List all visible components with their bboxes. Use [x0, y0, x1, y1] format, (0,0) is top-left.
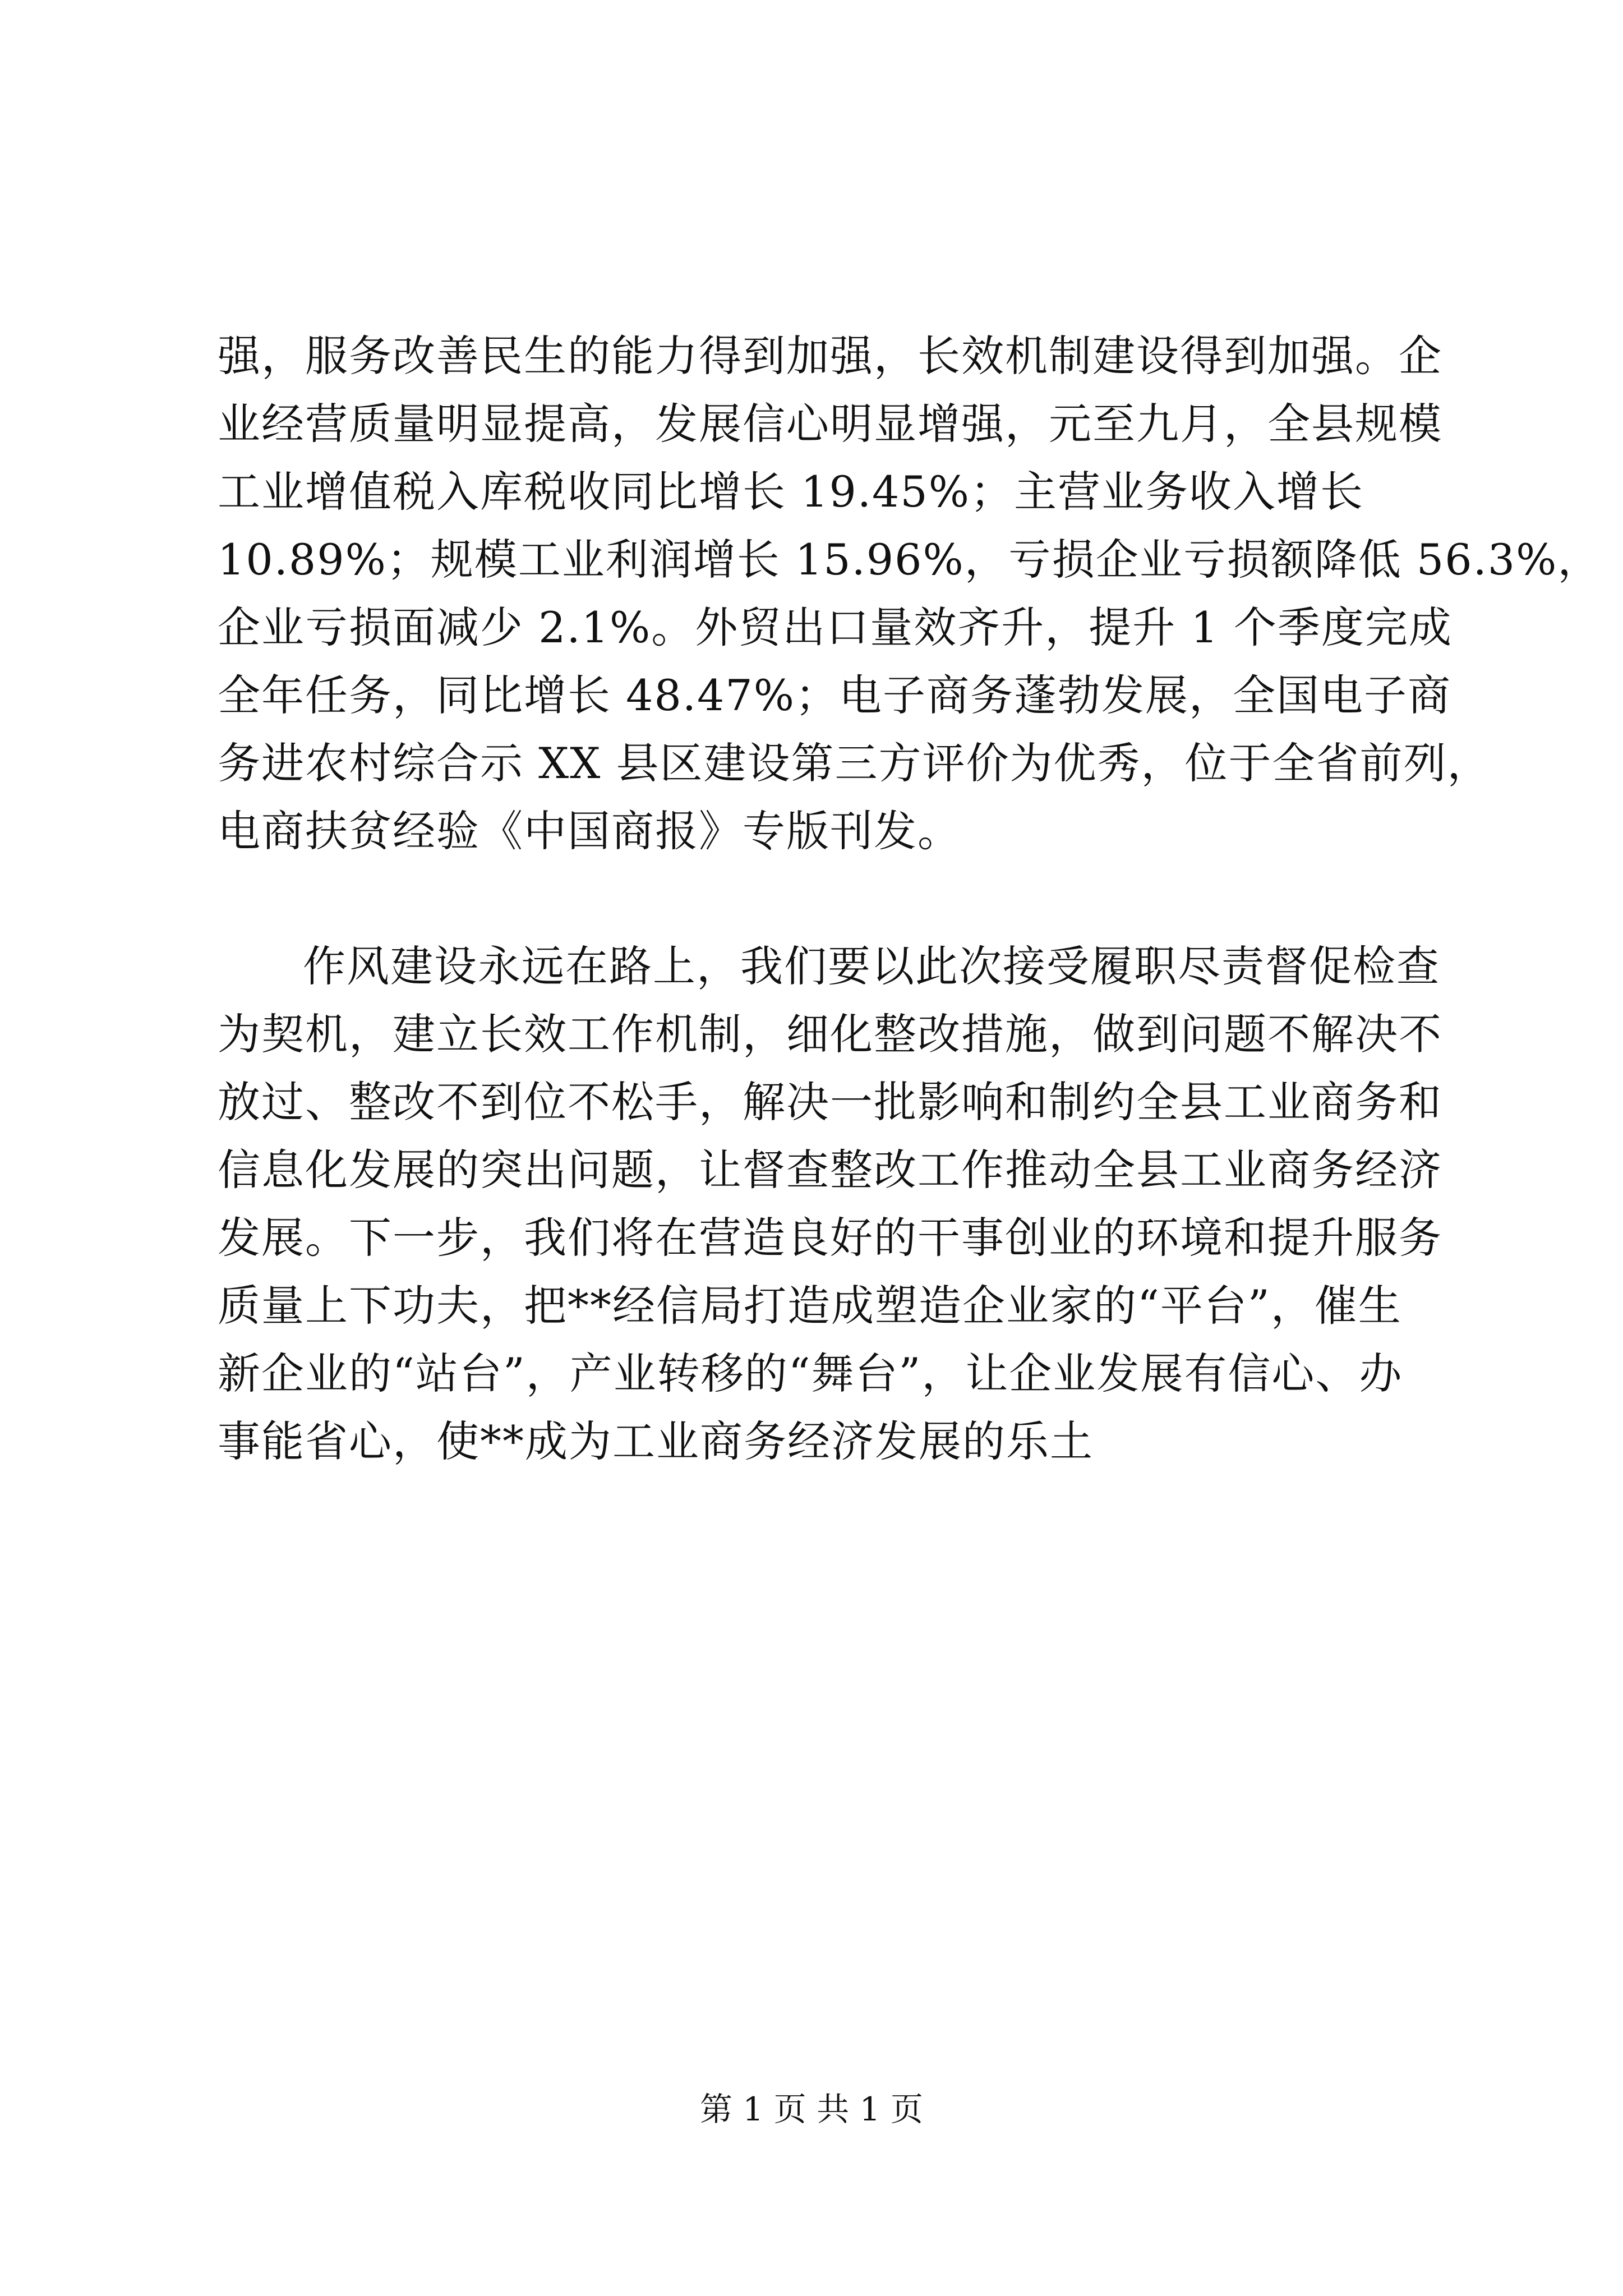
- paragraph-2-line-2: 为契机，建立长效工作机制，细化整改措施，做到问题不解决不: [218, 1009, 1442, 1059]
- page-footer: 第 1 页 共 1 页: [700, 2090, 923, 2128]
- paragraph-1-line-7: 务进农村综合示 XX 县区建设第三方评价为优秀，位于全省前列，: [218, 738, 1491, 788]
- paragraph-2-line-6: 质量上下功夫，把**经信局打造成塑造企业家的“平台”，催生: [218, 1281, 1402, 1331]
- paragraph-2-line-5: 发展。下一步，我们将在营造良好的干事创业的环境和提升服务: [218, 1213, 1442, 1263]
- paragraph-1-line-1: 强，服务改善民生的能力得到加强，长效机制建设得到加强。企: [218, 331, 1442, 381]
- paragraph-1-line-6: 全年任务，同比增长 48.47%；电子商务蓬勃发展，全国电子商: [218, 670, 1451, 720]
- paragraph-1-line-8: 电商扶贫经验《中国商报》专版刊发。: [218, 806, 961, 856]
- paragraph-2-line-7: 新企业的“站台”，产业转移的“舞台”，让企业发展有信心、办: [218, 1349, 1403, 1398]
- paragraph-2-line-4: 信息化发展的突出问题，让督查整改工作推动全县工业商务经济: [218, 1145, 1442, 1195]
- paragraph-2-line-1: 作风建设永远在路上，我们要以此次接受履职尽责督促检查: [303, 941, 1440, 991]
- paragraph-1-line-5: 企业亏损面减少 2.1%。外贸出口量效齐升，提升 1 个季度完成: [218, 602, 1453, 652]
- paragraph-2-line-3: 放过、整改不到位不松手，解决一批影响和制约全县工业商务和: [218, 1077, 1442, 1127]
- paragraph-1-line-2: 业经营质量明显提高，发展信心明显增强，元至九月，全县规模: [218, 399, 1442, 449]
- paragraph-1-line-3: 工业增值税入库税收同比增长 19.45%；主营业务收入增长: [218, 467, 1364, 517]
- paragraph-1-line-4: 10.89%；规模工业利润增长 15.96%，亏损企业亏损额降低 56.3%，: [218, 535, 1602, 585]
- paragraph-2-line-8: 事能省心，使**成为工业商务经济发展的乐土: [218, 1416, 1094, 1466]
